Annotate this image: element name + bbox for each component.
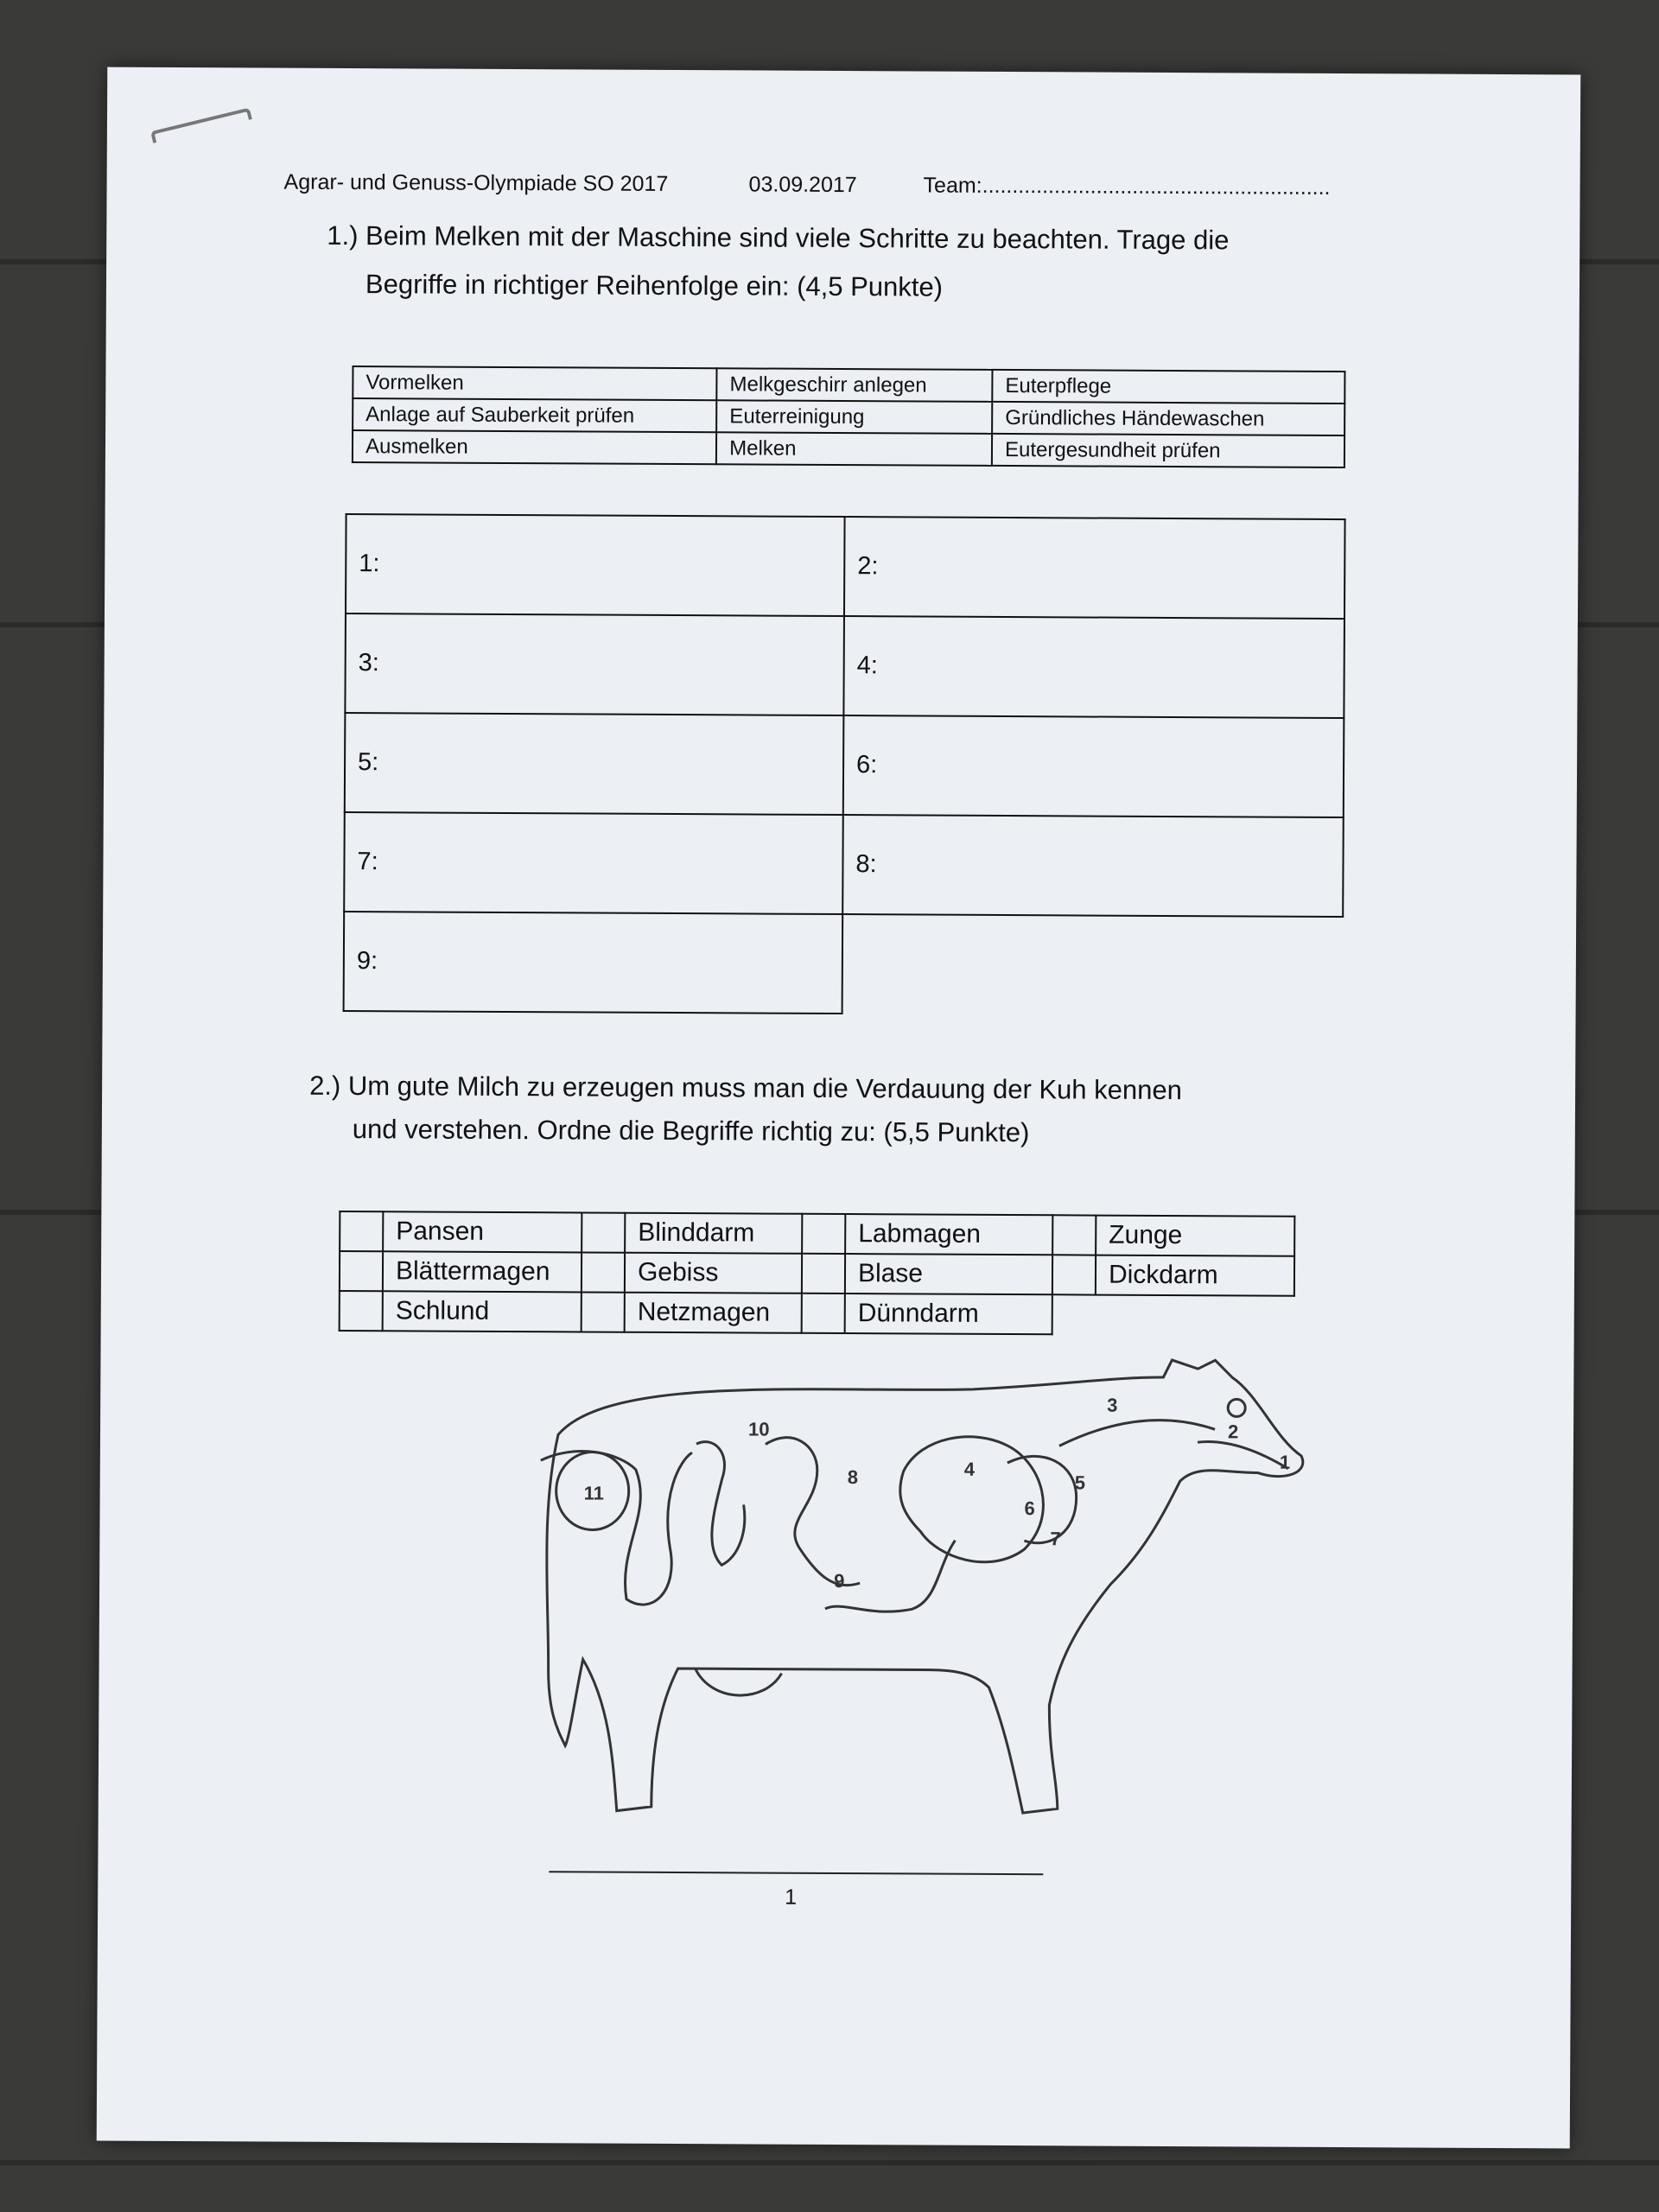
term-cell: Anlage auf Sauberkeit prüfen xyxy=(353,398,716,432)
term-cell: Blättermagen xyxy=(383,1251,582,1292)
answer-cell[interactable]: 3: xyxy=(345,613,844,715)
term-cell: Dickdarm xyxy=(1096,1255,1294,1296)
empty-cell xyxy=(842,914,1344,1016)
term-cell: Gebiss xyxy=(625,1253,802,1294)
team-field: Team:.......................................................... xyxy=(923,173,1331,200)
label-10: 10 xyxy=(747,1418,770,1440)
number-box[interactable] xyxy=(802,1214,845,1254)
term-cell: Eutergesundheit prüfen xyxy=(992,434,1344,467)
small-intestine xyxy=(696,1442,745,1566)
answer-cell[interactable]: 1: xyxy=(346,514,845,616)
number-box[interactable] xyxy=(1052,1215,1096,1255)
term-cell: Blase xyxy=(845,1254,1052,1294)
staple xyxy=(150,107,252,143)
empty-cell xyxy=(1096,1295,1294,1336)
tongue xyxy=(1198,1441,1288,1468)
label-5: 5 xyxy=(1074,1471,1086,1494)
event-date: 03.09.2017 xyxy=(748,172,857,198)
term-cell: Melkgeschirr anlegen xyxy=(716,368,992,402)
term-cell: Schlund xyxy=(383,1291,582,1332)
answer-cell[interactable]: 7: xyxy=(344,812,843,914)
milking-answer-table xyxy=(343,513,1346,1017)
term-cell: Dünndarm xyxy=(845,1294,1052,1334)
answer-cell[interactable]: 5: xyxy=(345,713,844,815)
reticulum xyxy=(1007,1456,1077,1543)
cow-digestion-diagram xyxy=(452,1339,1327,1914)
term-cell: Labmagen xyxy=(845,1214,1052,1255)
term-cell: Blinddarm xyxy=(625,1213,802,1254)
term-cell: Melken xyxy=(716,432,992,466)
label-11: 11 xyxy=(583,1482,604,1504)
question-1-line-2: Begriffe in richtiger Reihenfolge ein: (4,5 Punkte) xyxy=(365,269,944,302)
number-box[interactable] xyxy=(340,1251,383,1291)
label-2: 2 xyxy=(1227,1421,1239,1443)
eye xyxy=(1228,1399,1245,1416)
answer-cell[interactable]: 6: xyxy=(843,715,1344,817)
number-box[interactable] xyxy=(802,1294,845,1333)
label-1: 1 xyxy=(1279,1451,1291,1473)
term-cell: Pansen xyxy=(383,1211,582,1252)
esophagus xyxy=(1059,1420,1215,1446)
question-1-line-1: 1.) Beim Melken mit der Maschine sind viele Schritte zu beachten. Trage die xyxy=(327,219,1230,256)
digestion-terms-table xyxy=(339,1211,1296,1337)
term-cell: Euterreinigung xyxy=(716,400,992,434)
cow-outline xyxy=(545,1357,1303,1815)
label-3: 3 xyxy=(1107,1394,1118,1416)
term-cell: Vormelken xyxy=(353,366,716,400)
label-9: 9 xyxy=(834,1569,845,1592)
label-6: 6 xyxy=(1024,1497,1035,1520)
worksheet-page xyxy=(97,67,1581,2149)
abomasum xyxy=(825,1540,955,1612)
number-box[interactable] xyxy=(340,1211,383,1251)
page-header xyxy=(283,169,1433,200)
rumen xyxy=(899,1436,1043,1562)
question-2-line-1: 2.) Um gute Milch zu erzeugen muss man die Verdauung der Kuh kennen xyxy=(309,1070,1183,1106)
term-cell: Ausmelken xyxy=(353,430,716,464)
number-box[interactable] xyxy=(582,1252,625,1292)
number-box[interactable] xyxy=(582,1212,625,1252)
colon xyxy=(540,1451,692,1605)
label-8: 8 xyxy=(847,1466,859,1489)
answer-cell[interactable]: 4: xyxy=(843,616,1344,718)
milking-terms-table xyxy=(352,365,1346,468)
term-cell: Zunge xyxy=(1096,1216,1294,1256)
term-cell: Euterpflege xyxy=(992,370,1344,404)
page-number: 1 xyxy=(785,1885,798,1910)
udder xyxy=(695,1669,781,1695)
question-2-line-2: und verstehen. Ordne die Begriffe richtig zu: (5,5 Punkte) xyxy=(352,1114,1030,1148)
label-4: 4 xyxy=(963,1458,976,1480)
empty-cell xyxy=(1052,1294,1096,1334)
number-box[interactable] xyxy=(802,1254,845,1294)
number-box[interactable] xyxy=(582,1292,625,1332)
event-title: Agrar- und Genuss-Olympiade SO 2017 xyxy=(283,169,669,196)
answer-cell[interactable]: 8: xyxy=(842,815,1344,917)
caecum xyxy=(765,1438,861,1586)
number-box[interactable] xyxy=(1052,1255,1096,1294)
label-7: 7 xyxy=(1050,1528,1061,1550)
answer-cell[interactable]: 2: xyxy=(844,517,1345,619)
answer-cell[interactable]: 9: xyxy=(344,912,843,1014)
term-cell: Gründliches Händewaschen xyxy=(992,402,1344,435)
term-cell: Netzmagen xyxy=(625,1293,802,1333)
number-box[interactable] xyxy=(340,1291,383,1331)
